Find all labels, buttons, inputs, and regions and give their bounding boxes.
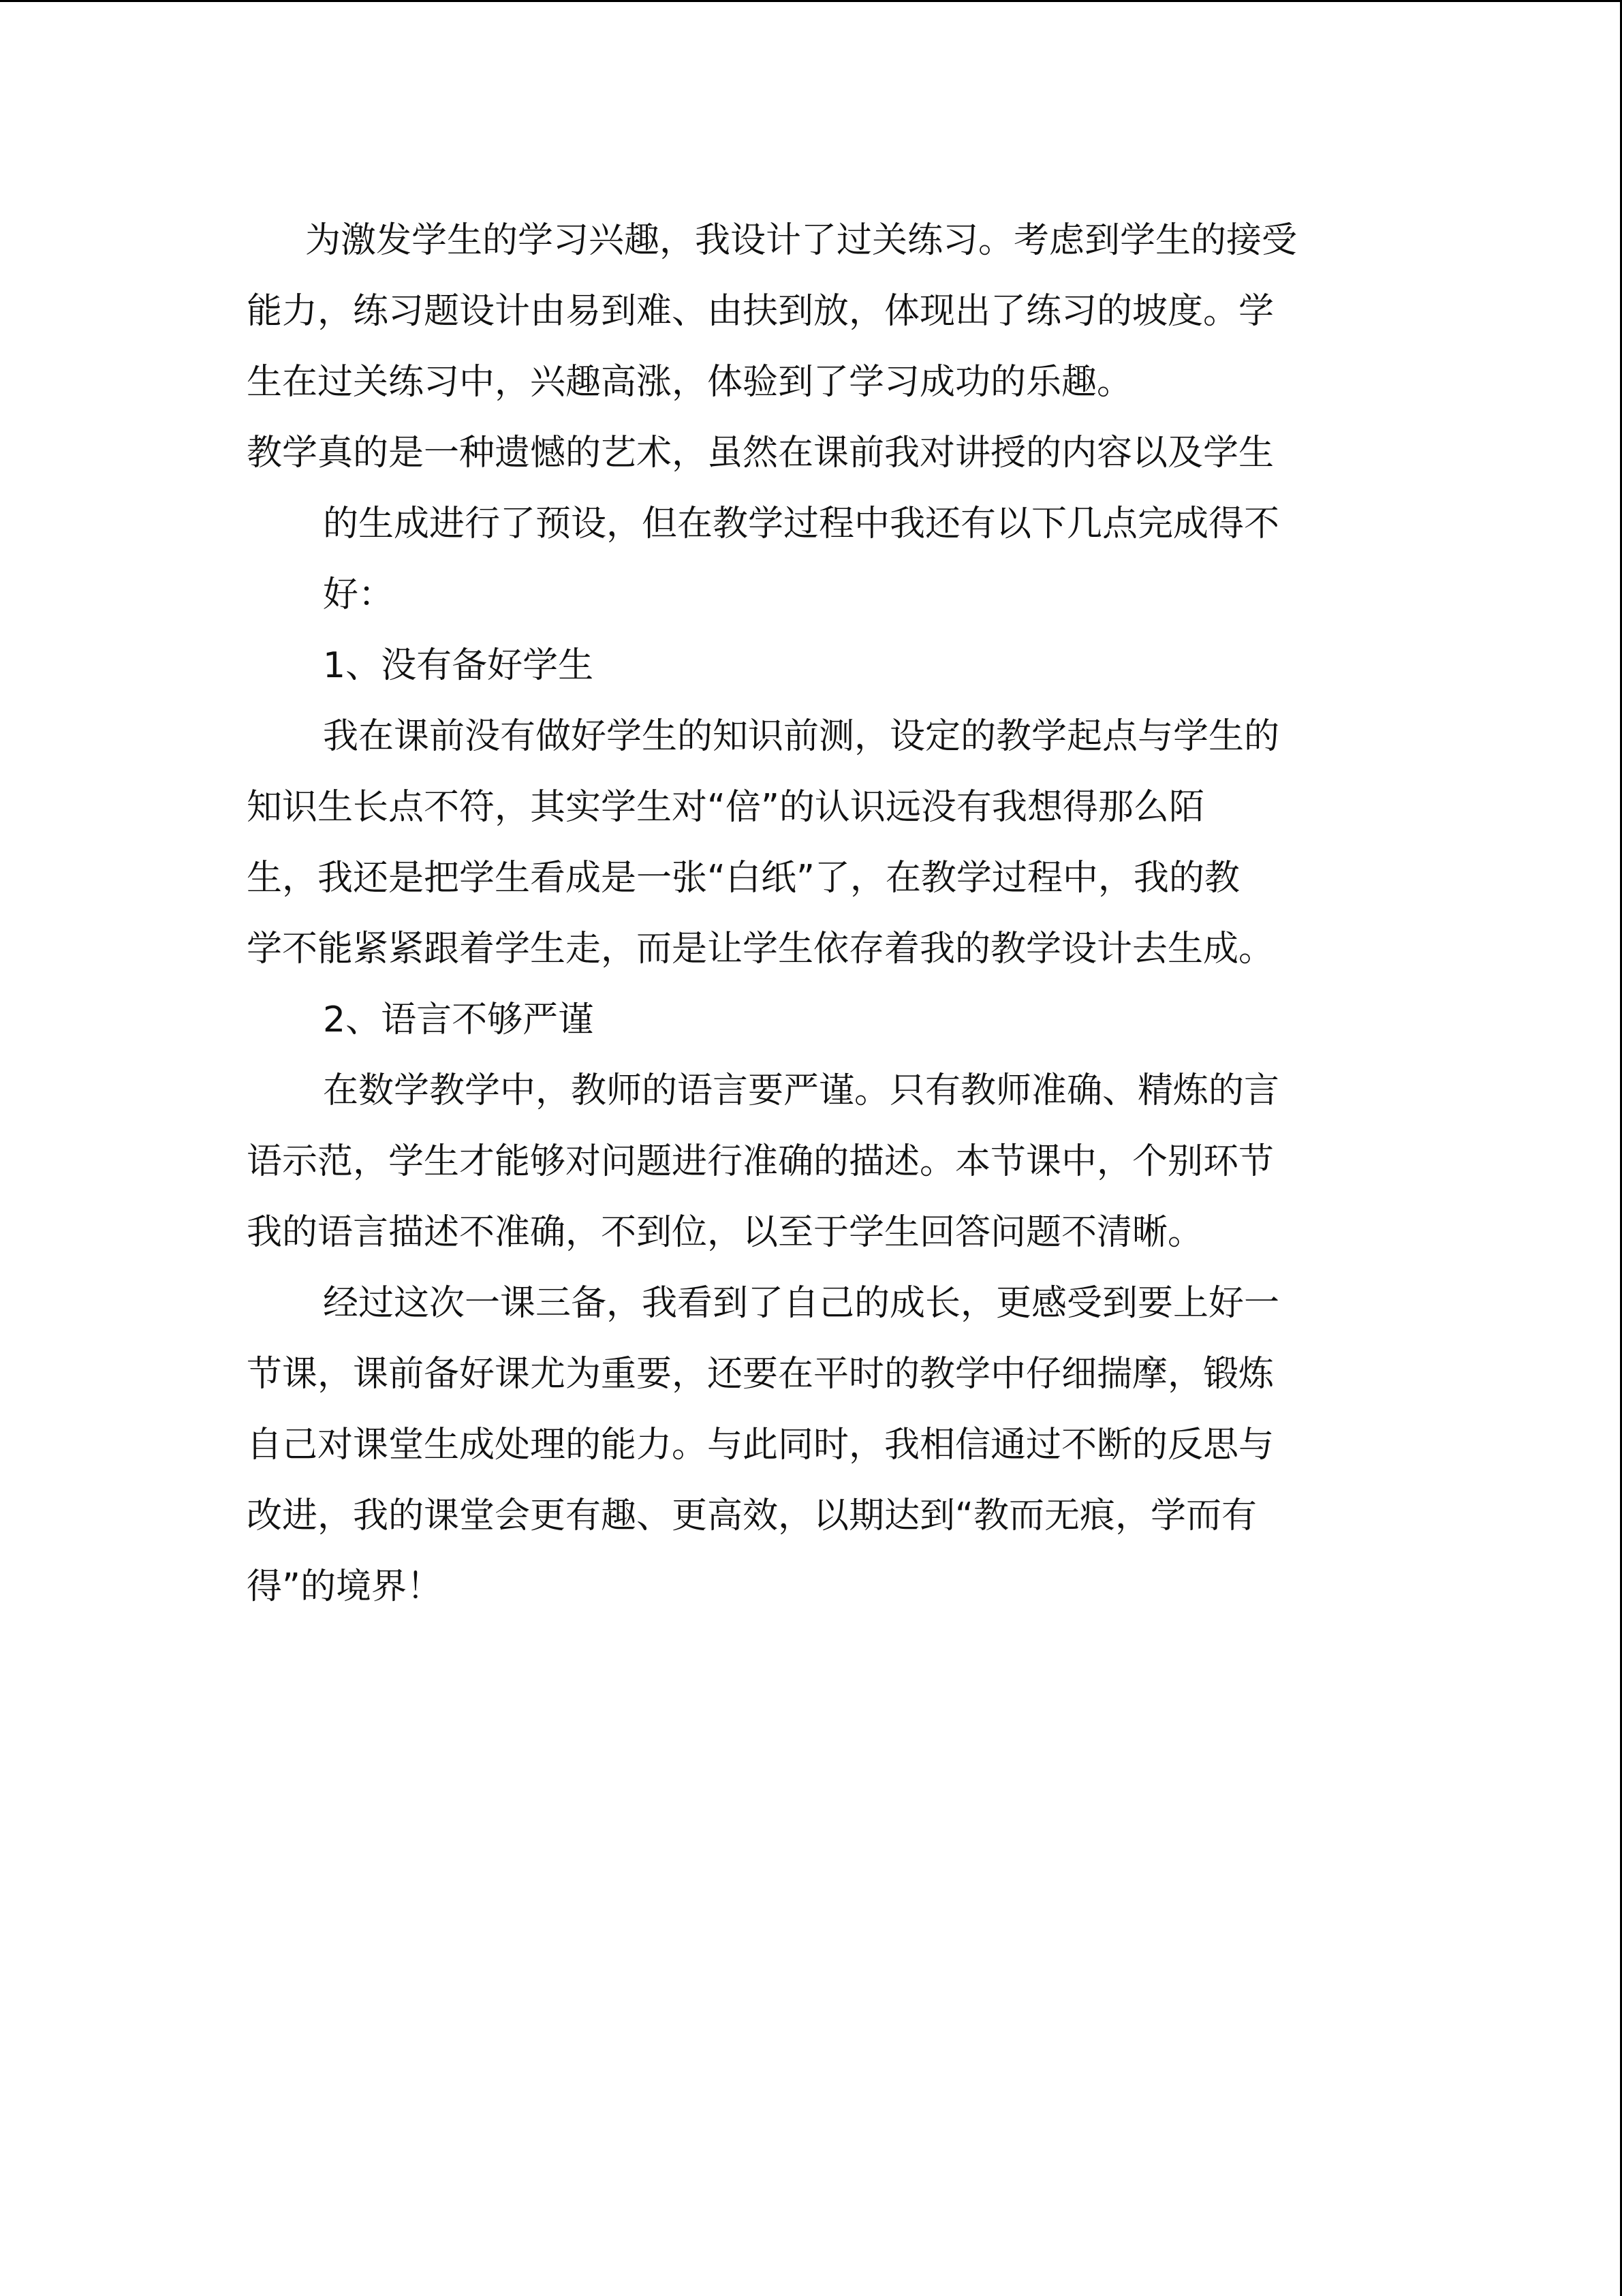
text-line-17: 节课，课前备好课尤为重要，还要在平时的教学中仔细揣摩，锻炼: [247, 1354, 1275, 1395]
text-line-2: 能力，练习题设计由易到难、由扶到放，体现出了练习的坡度。学: [247, 291, 1275, 332]
text-line-4: 教学真的是一种遗憾的艺术，虽然在课前我对讲授的内容以及学生: [247, 433, 1275, 474]
text-line-14: 语示范，学生才能够对问题进行准确的描述。本节课中，个别环节: [247, 1141, 1275, 1182]
text-line-11: 学不能紧紧跟着学生走，而是让学生依存着我的教学设计去生成。: [247, 929, 1275, 969]
text-line-3: 生在过关练习中，兴趣高涨，体验到了学习成功的乐趣。: [247, 362, 1133, 403]
text-line-6: 好：: [323, 574, 394, 615]
section-heading-1: 1、没有备好学生: [323, 645, 594, 686]
text-line-8: 我在课前没有做好学生的知识前测，设定的教学起点与学生的: [323, 716, 1280, 757]
text-line-9: 知识生长点不符，其实学生对“倍”的认识远没有我想得那么陌: [247, 787, 1204, 828]
text-line-5: 的生成进行了预设，但在教学过程中我还有以下几点完成得不: [323, 503, 1280, 544]
text-line-13: 在数学教学中，教师的语言要严谨。只有教师准确、精炼的言: [323, 1070, 1280, 1111]
text-line-10: 生，我还是把学生看成是一张“白纸”了，在教学过程中，我的教: [247, 858, 1240, 899]
text-line-20: 得”的境界！: [247, 1566, 442, 1607]
text-line-1: 为激发学生的学习兴趣，我设计了过关练习。考虑到学生的接受: [305, 220, 1298, 261]
section-heading-2: 2、语言不够严谨: [323, 999, 594, 1040]
text-line-19: 改进，我的课堂会更有趣、更高效，以期达到“教而无痕，学而有: [247, 1495, 1257, 1536]
text-line-18: 自己对课堂生成处理的能力。与此同时，我相信通过不断的反思与: [247, 1425, 1275, 1465]
text-line-15: 我的语言描述不准确，不到位，以至于学生回答问题不清晰。: [247, 1212, 1204, 1253]
text-line-16: 经过这次一课三备，我看到了自己的成长，更感受到要上好一: [323, 1283, 1280, 1324]
